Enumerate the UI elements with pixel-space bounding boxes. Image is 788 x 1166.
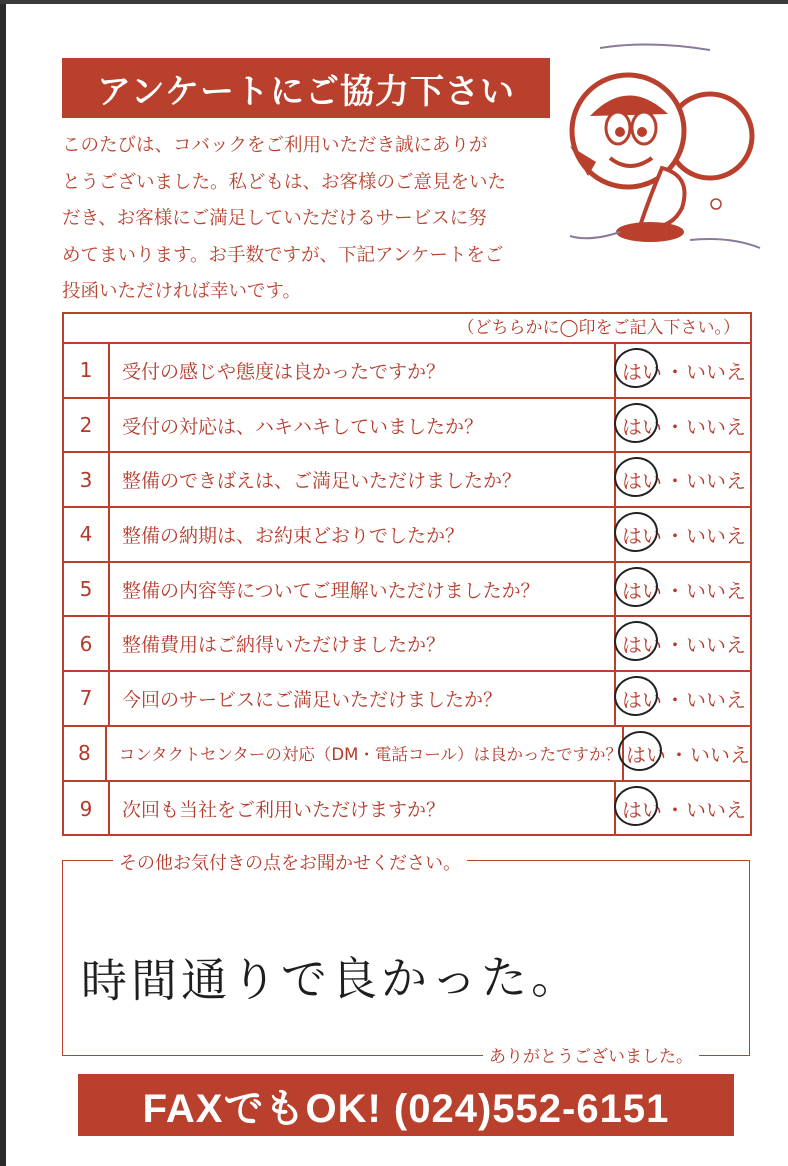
question-number: 2	[64, 399, 110, 452]
circled-answer-mark	[611, 618, 660, 664]
comments-label: その他お気付きの点をお聞かせください。	[113, 849, 467, 875]
question-text: コンタクトセンターの対応（DM・電話コール）は良かったですか？	[107, 727, 624, 780]
intro-line: とうございました。私どもは、お客様のご意見をいた	[62, 171, 507, 193]
question-row	[64, 672, 750, 727]
answer-yes[interactable]: はい	[620, 794, 664, 823]
scan-edge-top	[0, 0, 788, 4]
question-number: 9	[64, 782, 110, 837]
answer-yes[interactable]: はい	[620, 356, 664, 385]
intro-paragraph	[62, 128, 562, 311]
answer-no[interactable]: いいえ	[686, 633, 746, 658]
answer-yes[interactable]: はい	[620, 411, 664, 440]
question-number: 4	[64, 508, 110, 561]
question-row	[64, 508, 750, 563]
answer-no[interactable]: いいえ	[686, 469, 746, 494]
answer-yes[interactable]: はい	[624, 739, 668, 768]
question-text: 今回のサービスにご満足いただけましたか？	[110, 672, 616, 725]
answer-choice[interactable]: はい ・ いいえ	[616, 399, 750, 452]
circled-answer-mark	[611, 454, 660, 500]
answer-yes[interactable]: はい	[620, 520, 664, 549]
question-number: 5	[64, 563, 110, 616]
answer-yes[interactable]: はい	[620, 629, 664, 658]
question-text: 整備の納期は、お約束どおりでしたか？	[110, 508, 616, 561]
question-number: 1	[64, 344, 110, 397]
answer-choice[interactable]: はい ・ いいえ	[616, 617, 750, 670]
question-number: 6	[64, 617, 110, 670]
answer-choice[interactable]: はい ・ いいえ	[616, 453, 750, 506]
answer-no[interactable]: いいえ	[690, 742, 750, 767]
intro-line: めてまいります。お手数ですが、下記アンケートをご	[62, 244, 504, 266]
answer-choice[interactable]: はい ・ いいえ	[624, 727, 750, 780]
answer-choice[interactable]: はい ・ いいえ	[616, 672, 750, 725]
handwritten-comment: 時間通りで良かった。	[80, 949, 582, 1009]
answer-choice[interactable]: はい ・ いいえ	[616, 782, 750, 837]
intro-line: 投函いただければ幸いです。	[62, 281, 302, 302]
question-text: 整備費用はご納得いただけましたか？	[110, 617, 616, 670]
question-number: 3	[64, 453, 110, 506]
survey-title-text: アンケートにご協力下さい	[97, 71, 515, 112]
mascot-illustration	[560, 36, 770, 256]
answer-no[interactable]: いいえ	[686, 414, 746, 439]
fax-banner	[78, 1074, 734, 1136]
answer-yes[interactable]: はい	[620, 465, 664, 494]
question-row	[64, 453, 750, 508]
answer-no[interactable]: いいえ	[686, 523, 746, 548]
question-number: 7	[64, 672, 110, 725]
answer-yes[interactable]: はい	[620, 684, 664, 713]
question-text: 受付の対応は、ハキハキしていましたか？	[110, 399, 616, 452]
question-row	[64, 617, 750, 672]
question-number: 8	[64, 727, 107, 780]
question-text: 次回も当社をご利用いただけますか？	[110, 782, 616, 837]
survey-table	[62, 312, 752, 836]
survey-instruction: （どちらかに◯印をご記入下さい。）	[64, 314, 750, 344]
answer-yes[interactable]: はい	[620, 575, 664, 604]
question-text: 整備のできばえは、ご満足いただけましたか？	[110, 453, 616, 506]
answer-choice[interactable]: はい ・ いいえ	[616, 508, 750, 561]
question-row	[64, 344, 750, 399]
thanks-text: ありがとうございました。	[483, 1042, 699, 1067]
answer-choice[interactable]: はい ・ いいえ	[616, 344, 750, 397]
answer-choice[interactable]: はい ・ いいえ	[616, 563, 750, 616]
question-row	[64, 727, 750, 782]
question-text: 整備の内容等についてご理解いただけましたか？	[110, 563, 616, 616]
answer-no[interactable]: いいえ	[686, 687, 746, 712]
intro-line: このたびは、コバックをご利用いただき誠にありが	[62, 135, 488, 156]
question-row	[64, 399, 750, 454]
answer-no[interactable]: いいえ	[686, 798, 746, 823]
intro-line: だき、お客様にご満足していただけるサービスに努	[62, 208, 487, 229]
answer-no[interactable]: いいえ	[686, 578, 746, 603]
survey-title	[62, 58, 550, 118]
comments-box[interactable]	[62, 853, 750, 1067]
question-text: 受付の感じや態度は良かったですか？	[110, 344, 616, 397]
circled-answer-mark	[611, 783, 660, 829]
scan-edge-left	[0, 0, 6, 1166]
answer-no[interactable]: いいえ	[686, 359, 746, 384]
question-row	[64, 782, 750, 837]
question-row	[64, 563, 750, 618]
fax-number: FAXでもOK! (024)552-6151	[142, 1086, 670, 1131]
